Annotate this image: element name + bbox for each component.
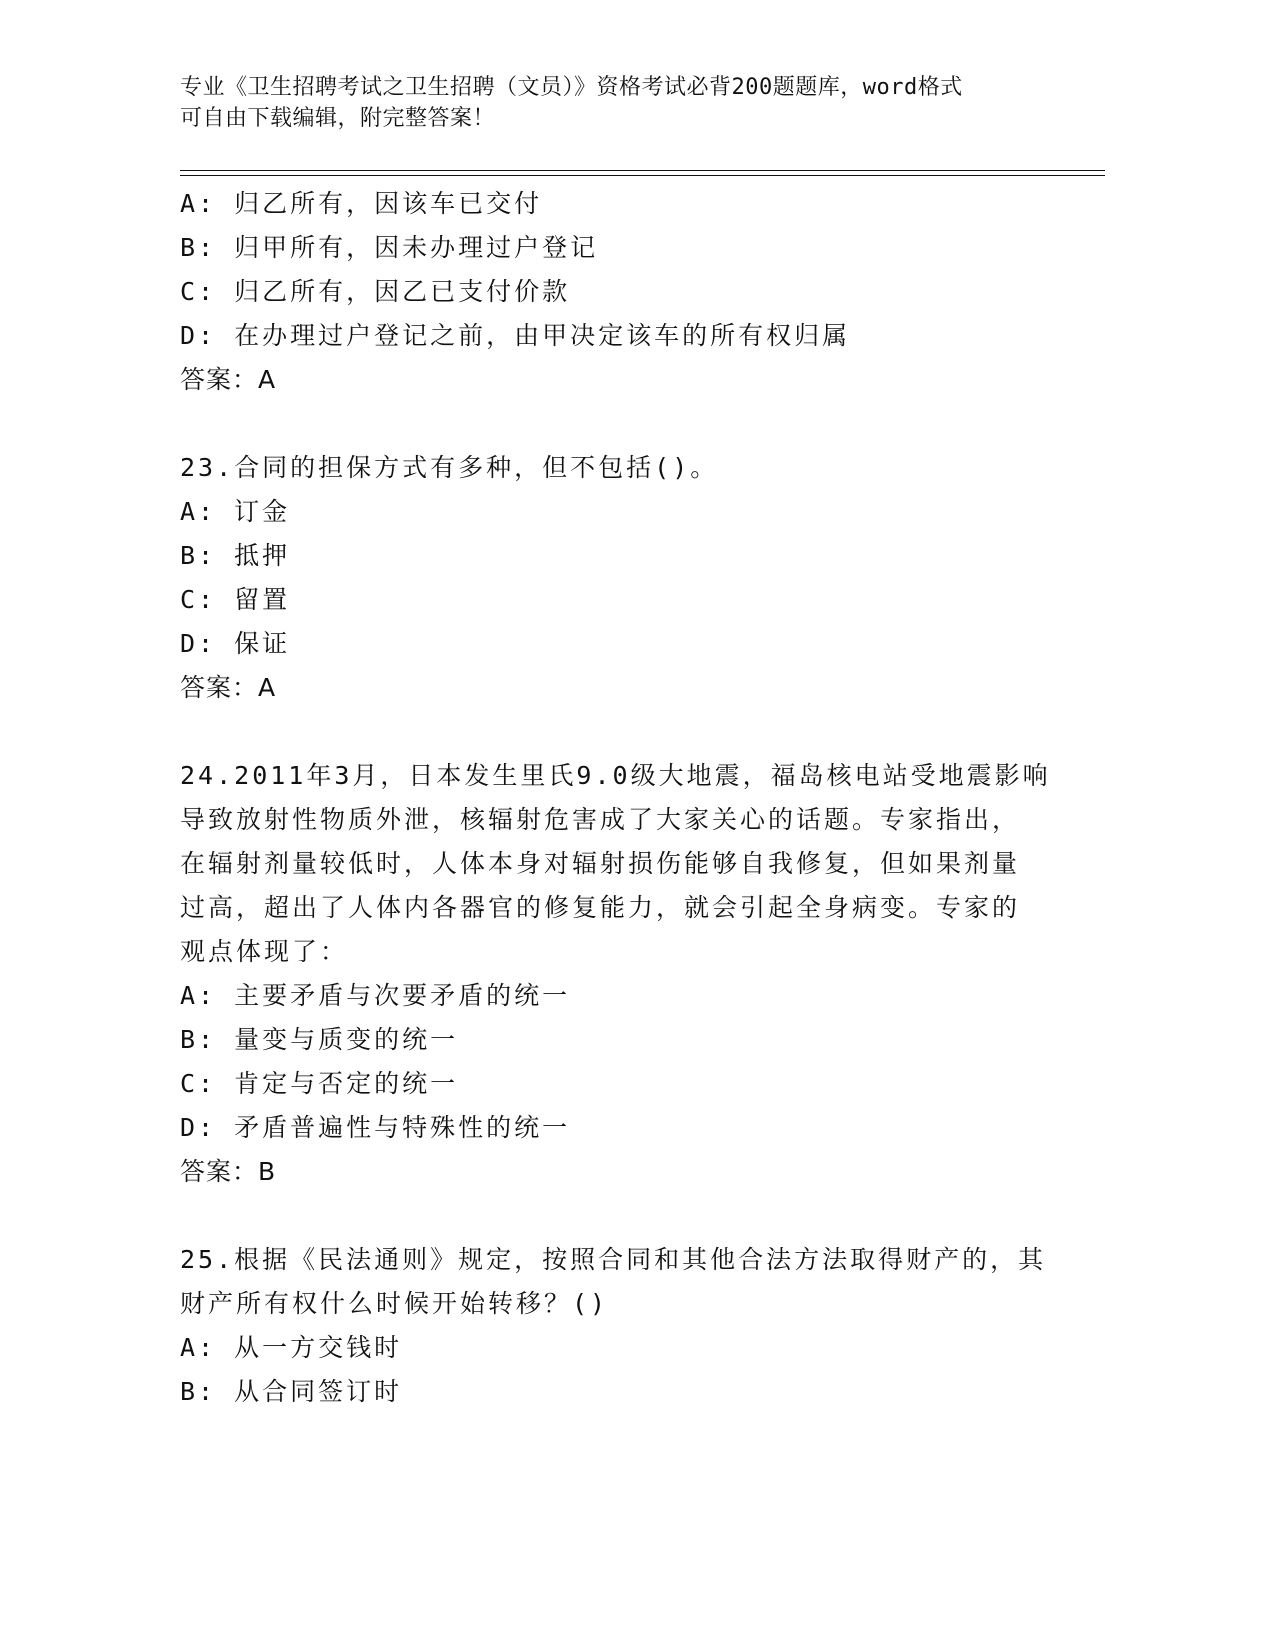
answer-line: 答案：A <box>180 673 277 702</box>
question-spacer <box>180 402 1060 446</box>
option-d: D: 在办理过户登记之前，由甲决定该车的所有权归属 <box>180 321 851 350</box>
option-b: B: 归甲所有，因未办理过户登记 <box>180 233 599 262</box>
question-23 <box>180 446 1060 710</box>
option-c: C: 归乙所有，因乙已支付价款 <box>180 277 571 306</box>
option-c: C: 留置 <box>180 585 291 614</box>
option-b: B: 从合同签订时 <box>180 1377 403 1406</box>
option-a: A: 从一方交钱时 <box>180 1333 403 1362</box>
option-b: B: 量变与质变的统一 <box>180 1025 459 1054</box>
option-c: C: 肯定与否定的统一 <box>180 1069 459 1098</box>
option-a: A: 主要矛盾与次要矛盾的统一 <box>180 981 571 1010</box>
option-d: D: 保证 <box>180 629 291 658</box>
question-stem-line: 在辐射剂量较低时，人体本身对辐射损伤能够自我修复，但如果剂量 <box>180 849 1021 878</box>
document-header <box>180 72 1040 134</box>
header-divider-top <box>180 170 1105 171</box>
question-stem-line: 财产所有权什么时候开始转移？() <box>180 1289 609 1318</box>
question-25 <box>180 1238 1060 1414</box>
question-stem-line: 23.合同的担保方式有多种，但不包括()。 <box>180 453 719 482</box>
answer-line: 答案：A <box>180 365 277 394</box>
option-a: A: 归乙所有，因该车已交付 <box>180 189 543 218</box>
question-24 <box>180 754 1060 1194</box>
option-a: A: 订金 <box>180 497 291 526</box>
question-22 <box>180 182 1060 402</box>
answer-line: 答案：B <box>180 1157 277 1186</box>
question-stem-line: 24.2011年3月，日本发生里氏9.0级大地震，福岛核电站受地震影响 <box>180 761 1051 790</box>
question-stem-line: 观点体现了： <box>180 937 349 966</box>
question-stem-line: 过高，超出了人体内各器官的修复能力，就会引起全身病变。专家的 <box>180 893 1021 922</box>
question-stem-line: 25.根据《民法通则》规定，按照合同和其他合法方法取得财产的，其 <box>180 1245 1047 1274</box>
question-stem-line: 导致放射性物质外泄，核辐射危害成了大家关心的话题。专家指出， <box>180 805 1021 834</box>
option-b: B: 抵押 <box>180 541 291 570</box>
header-title-line-1: 专业《卫生招聘考试之卫生招聘（文员）》资格考试必背200题题库，word格式 <box>180 75 963 100</box>
header-divider-bottom <box>180 175 1105 176</box>
option-d: D: 矛盾普遍性与特殊性的统一 <box>180 1113 571 1142</box>
question-spacer <box>180 710 1060 754</box>
question-spacer <box>180 1194 1060 1238</box>
header-title-line-2: 可自由下载编辑，附完整答案！ <box>180 106 496 131</box>
question-list <box>180 182 1060 1414</box>
